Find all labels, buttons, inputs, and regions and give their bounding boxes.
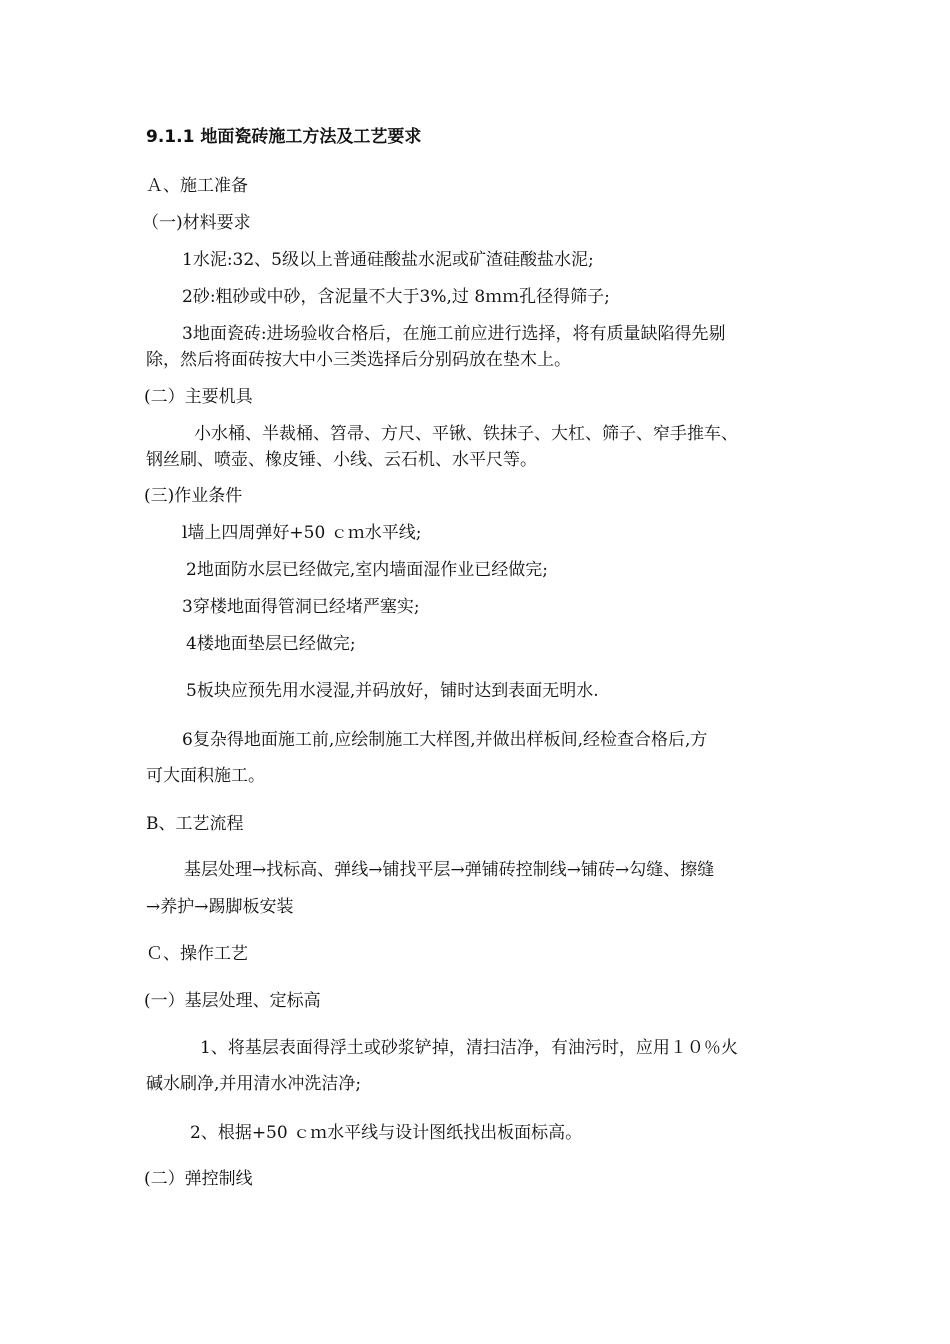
- operation-1-step2: 2、根据+50 ｃｍ水平线与设计图纸找出板面标高。: [190, 1123, 583, 1143]
- tools-list-line2: 钢丝刷、喷壶、橡皮锤、小线、云石机、水平尺等。: [146, 450, 537, 470]
- section-b-title: B、工艺流程: [146, 814, 244, 834]
- operation-1-step1-line2: 碱水刷净,并用清水冲洗洁净;: [146, 1074, 362, 1094]
- subsection-materials-title: （一)材料要求: [142, 213, 251, 233]
- condition-item-6-line2: 可大面积施工。: [146, 766, 265, 786]
- condition-item-5: 5板块应预先用水浸湿,并码放好，铺时达到表面无明水.: [186, 681, 599, 701]
- condition-item-4: 4楼地面垫层已经做完;: [186, 634, 356, 654]
- subsection-tools-title: (二）主要机具: [144, 387, 253, 407]
- material-item-cement: 1水泥:32、5级以上普通硅酸盐水泥或矿渣硅酸盐水泥;: [182, 250, 594, 270]
- material-item-tile-line1: 3地面瓷砖:进场验收合格后，在施工前应进行选择，将有质量缺陷得先剔: [182, 324, 726, 344]
- material-item-sand: 2砂:粗砂或中砂，含泥量不大于3%,过 8ｍｍ孔径得筛子;: [182, 287, 610, 307]
- section-a-title: Ａ、施工准备: [146, 176, 248, 196]
- condition-item-1: l墙上四周弹好+50 ｃｍ水平线;: [182, 523, 422, 543]
- operation-1-title: (一）基层处理、定标高: [144, 991, 321, 1011]
- section-heading: 9.1.1 地面瓷砖施工方法及工艺要求: [146, 127, 422, 147]
- condition-item-6-line1: 6复杂得地面施工前,应绘制施工大样图,并做出样板间,经检查合格后,方: [182, 730, 708, 750]
- operation-2-title: (二）弹控制线: [144, 1169, 253, 1189]
- section-c-title: Ｃ、操作工艺: [146, 944, 248, 964]
- condition-item-2: 2地面防水层已经做完,室内墙面湿作业已经做完;: [186, 560, 548, 580]
- material-item-tile-line2: 除，然后将面砖按大中小三类选择后分别码放在垫木上。: [146, 350, 571, 370]
- process-flow-line2: →养护→踢脚板安装: [146, 897, 294, 917]
- condition-item-3: 3穿楼地面得管洞已经堵严塞实;: [182, 597, 420, 617]
- operation-1-step1-line1: 1、将基层表面得浮土或砂浆铲掉，清扫洁净，有油污时，应用１０％火: [200, 1038, 738, 1058]
- subsection-conditions-title: (三)作业条件: [144, 486, 243, 506]
- process-flow-line1: 基层处理→找标高、弹线→铺找平层→弹铺砖控制线→铺砖→勾缝、擦缝: [184, 860, 715, 880]
- tools-list-line1: 小水桶、半裁桶、笤帚、方尺、平锹、铁抹子、大杠、筛子、窄手推车、: [194, 424, 738, 444]
